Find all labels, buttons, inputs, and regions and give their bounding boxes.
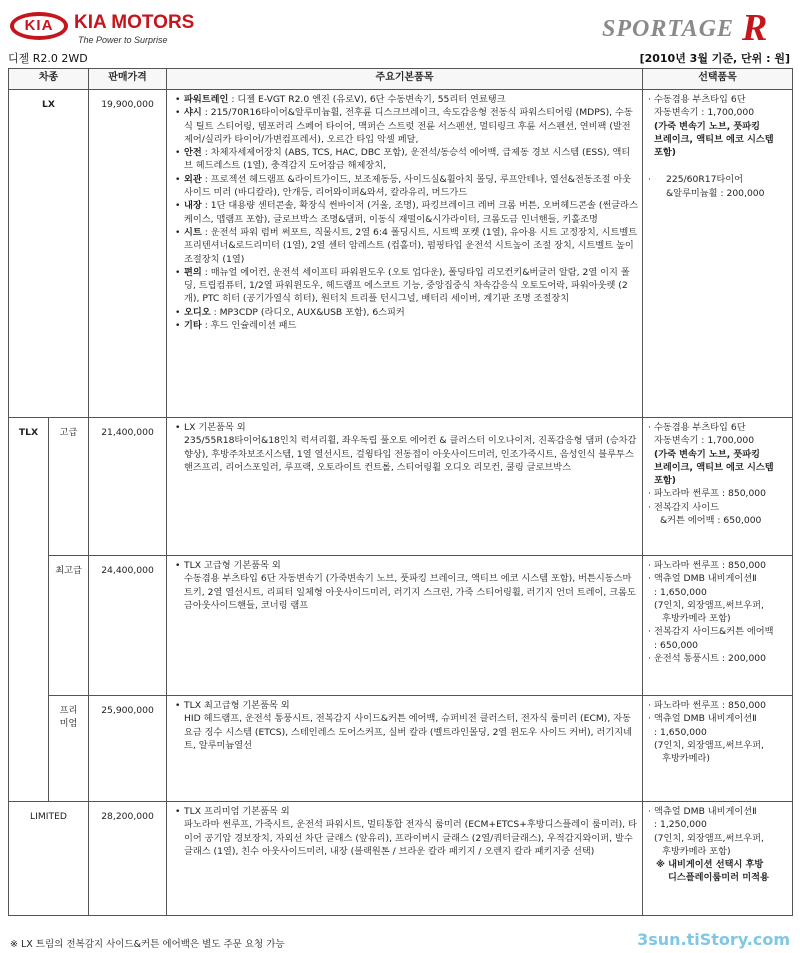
option-tlx-high-auto-transmission: · 수동겸용 부츠타입 6단 자동변속기 : 1,700,000 (가죽 변속기 노브, 풋파킹 브레이크, 액티브 에코 시스템 포함) (648, 421, 788, 487)
items-tlx-top (167, 556, 643, 696)
brand-name: SPORTAGE (602, 16, 735, 42)
item-tlx-top-title: • TLX 고급형 기본품목 외 (175, 559, 638, 572)
option-tlx-top-panorama: · 파노라마 썬루프 : 850,000 (648, 559, 788, 572)
sportage-r-logo (602, 7, 792, 50)
options-lx (643, 90, 793, 418)
price-tlx-high: 21,400,000 (89, 418, 167, 556)
items-tlx-high (167, 418, 643, 556)
price-tlx-top: 24,400,000 (89, 556, 167, 696)
item-lx-convenience: • 편의 : 매뉴얼 에어컨, 운전석 세이프티 파워윈도우 (오토 업다운), 폴딩타입 리모컨키&버글러 알람, 2열 이지 폴딩, 트립컴퓨터, 1/2열 파워윈도우, 헤드램프 에스코트 기능, 중앙집중식 차속감응식 오토도어락, 파워아웃렛 (2개), PTC 히터 (공기가열식 히터), 원터치 트리플 턴시그널, 배터리 세이버, 계기판 조명 조절장치 (175, 266, 638, 306)
option-tlx-high-airbag: · 전복감지 사이드 &커튼 에어백 : 650,000 (648, 501, 788, 528)
grade-premium-line2: 미엄 (59, 718, 78, 730)
option-tlx-top-airbag: · 전복감지 사이드&커튼 에어백 : 650,000 (648, 625, 788, 652)
options-tlx-premium (643, 696, 793, 802)
grade-tlx-premium (49, 696, 89, 802)
blog-watermark: 3sun.tiStory.com (637, 930, 790, 949)
table-row-lx (9, 90, 793, 418)
item-lx-etc: • 기타 : 후드 인슐레이션 패드 (175, 319, 638, 332)
item-lx-seats: • 시트 : 운전석 파워 럼버 써포트, 직물시트, 2열 6:4 폴딩시트, 시트백 포켓 (1열), 유아용 시트 고정장치, 시트벨트 프리텐셔너&로드리미터 (1열), 2열 센터 암레스트 (컵홀더), 펌핑타입 운전석 시트높이 조절 장치, 시트벨트 높이조절장치 (1열) (175, 226, 638, 266)
brand-r-mark: R (742, 7, 768, 49)
table-row-limited (9, 802, 793, 916)
trim-lx: LX (9, 90, 89, 418)
price-lx: 19,900,000 (89, 90, 167, 418)
col-header-options: 선택품목 (643, 69, 793, 90)
grade-premium-line1: 프리 (59, 705, 78, 716)
table-row-tlx-top (9, 556, 793, 696)
items-lx (167, 90, 643, 418)
item-limited-title: • TLX 프리미엄 기본품목 외 (175, 805, 638, 818)
col-header-items: 주요기본품목 (167, 69, 643, 90)
items-limited (167, 802, 643, 916)
table-row-tlx-premium (9, 696, 793, 802)
price-tlx-premium: 25,900,000 (89, 696, 167, 802)
col-header-trim: 차종 (9, 69, 89, 90)
option-limited-navigation: · 액츄얼 DMB 내비게이션Ⅱ : 1,250,000 (7인치, 외장앰프,써브우퍼, 후방카메라 포함) ※ 내비게이션 선택시 후방 디스플레이룸미러 미적용 (648, 805, 788, 885)
options-tlx-high (643, 418, 793, 556)
tagline: The Power to Surprise (78, 35, 168, 45)
col-header-price: 판매가격 (89, 69, 167, 90)
trim-tlx: TLX (9, 418, 49, 802)
logo-text: KIA MOTORS (74, 12, 195, 33)
option-tlx-top-ventilated-seat: · 운전석 통풍시트 : 200,000 (648, 652, 788, 665)
table-header-row (9, 69, 793, 90)
kia-oval-logo: KIA (10, 12, 68, 40)
model-subtitle: 디젤 R2.0 2WD (8, 52, 88, 65)
option-lx-17inch-wheel: · 225/60R17타이어 &알루미늄휠 : 200,000 (648, 173, 788, 200)
option-tlx-premium-panorama: · 파노라마 썬루프 : 850,000 (648, 699, 788, 712)
option-lx-auto-transmission: · 수동겸용 부츠타입 6단 자동변속기 : 1,700,000 (가죽 변속기 노브, 풋파킹 브레이크, 액티브 에코 시스템 포함) (648, 93, 788, 159)
options-limited (643, 802, 793, 916)
item-tlx-high-title: • LX 기본품목 외 (175, 421, 638, 434)
trim-limited: LIMITED (9, 802, 89, 916)
item-lx-exterior: • 외관 : 프로젝션 헤드램프 &라이트가이드, 보조제동등, 사이드실&휠아치 몰딩, 루프안테나, 열선&전동조절 아웃사이드 미러 (바디칼라), 안개등, 리어와이퍼&와셔, 칼라유리, 머드가드 (175, 173, 638, 200)
table-row-tlx-high (9, 418, 793, 556)
items-tlx-premium (167, 696, 643, 802)
price-spec-table (8, 68, 793, 916)
item-tlx-premium-title: • TLX 최고급형 기본품목 외 (175, 699, 638, 712)
kia-motors-logo (8, 10, 195, 45)
item-lx-chassis: • 샤시 : 215/70R16타이어&알루미늄휠, 전후륜 디스크브레이크, 속도감응형 전동식 파워스티어링 (MDPS), 수동식 틸트 스티어링, 템포러리 스페어 타이어, 맥퍼슨 스트럿 전륜 서스펜션, 멀티링크 후륜 서스펜션, 연비팩 (발전제어/실리카 타이어/가변컴프레서), 오르간 타입 악셀 페달, (175, 106, 638, 146)
item-lx-interior: • 내장 : 1단 대용량 센터콘솔, 확장식 썬바이저 (거울, 조명), 파킹브레이크 레버 크롬 버튼, 오버헤드콘솔 (썬글라스케이스, 맵램프 포함), 글로브박스 조명&댐퍼, 이동식 재떨이&시가라이터, 크롬도금 인너핸들, 키홀조명 (175, 199, 638, 226)
grade-tlx-top: 최고급 (49, 556, 89, 696)
grade-tlx-high: 고급 (49, 418, 89, 556)
price-notice: [2010년 3월 기준, 단위 : 원] (639, 52, 790, 65)
item-tlx-top-body: 수동겸용 부츠타입 6단 자동변속기 (가죽변속기 노브, 풋파킹 브레이크, 액티브 에코 시스템 포함), 버튼시동스마트키, 2열 열선시트, 리피터 일체형 아웃사이드미러, 러기지 스크린, 가죽 스티어링휠, 러기지 언더 트레이, 크롬도금아웃사이드핸들, 코너링 램프 (184, 573, 636, 611)
footer-note: ※ LX 트림의 전복감지 사이드&커튼 에어백은 별도 주문 요청 가능 (10, 939, 285, 950)
option-tlx-premium-navigation: · 액츄얼 DMB 내비게이션Ⅱ : 1,650,000 (7인치, 외장앰프,써브우퍼, 후방카메라) (648, 712, 788, 765)
item-lx-audio: • 오디오 : MP3CDP (라디오, AUX&USB 포함), 6스피커 (175, 306, 638, 319)
price-limited: 28,200,000 (89, 802, 167, 916)
option-tlx-high-panorama: · 파노라마 썬루프 : 850,000 (648, 487, 788, 500)
options-tlx-top (643, 556, 793, 696)
item-tlx-premium-body: HID 헤드램프, 운전석 통풍시트, 전복감지 사이드&커튼 에어백, 슈퍼비전 클러스터, 전자식 룸미러 (ECM), 자동요금 징수 시스템 (ETCS), 스테인레스 도어스커프, 실버 칼라 (벨트라인몰딩, 2열 윈도우 사이드 커버), 러기지네트, 알루미늄열선 (184, 713, 632, 751)
item-tlx-high-body: 235/55R18타이어&18인치 럭셔리휠, 좌우독립 풀오토 에어컨 & 클러스터 이오나이저, 진폭감응형 댐퍼 (승차감 향상), 후방주차보조시스템, 1열 열선시트, 걸윙타입 전동접이 아웃사이드미러, 인조가죽시트, 음성인식 블루투스 핸즈프리, 리어스포일러, 루프랙, 오토라이트 컨트롤, 스티어링휠 오디오 리모컨, 쿨링 글로브박스 (184, 435, 637, 473)
item-lx-safety: • 안전 : 차체자세제어장치 (ABS, TCS, HAC, DBC 포함), 운전석/동승석 에어백, 급제동 경보 시스템 (ESS), 액티브 헤드레스트 (1열), 충격감지 도어잠금 해제장치, (175, 146, 638, 173)
item-limited-body: 파노라마 썬루프, 가죽시트, 운전석 파워시트, 멀티통합 전자식 룸미러 (ECM+ETCS+후방디스플레이 룸미러), 타이어 공기압 경보장치, 자외선 차단 글래스 (앞유리), 프라이버시 글래스 (2열/쿼터글래스), 우적감지와이퍼, 발수글래스 (1열), 친수 아웃사이드미러, 내장 (블랙원톤 / 브라운 칼라 패키지 / 오렌지 칼라 패키지중 선택) (184, 819, 637, 857)
option-tlx-top-navigation: · 액츄얼 DMB 내비게이션Ⅱ : 1,650,000 (7인치, 외장앰프,써브우퍼, 후방카메라 포함) (648, 572, 788, 625)
item-lx-powertrain: • 파워트레인 : 디젤 E-VGT R2.0 엔진 (유로Ⅴ), 6단 수동변속기, 55리터 연료탱크 (175, 93, 638, 106)
